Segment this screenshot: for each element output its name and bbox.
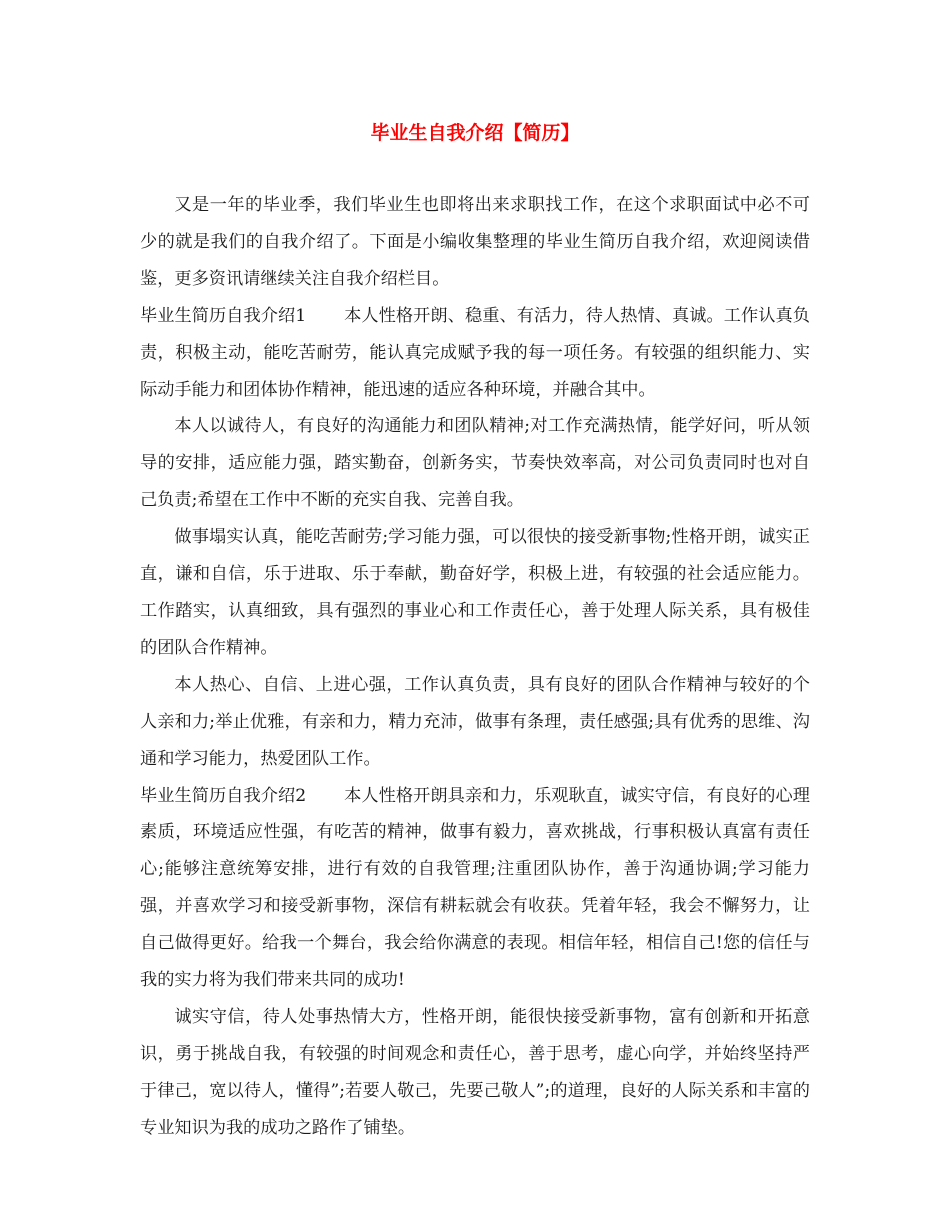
section-1-paragraph: 本人以诚待人，有良好的沟通能力和团队精神;对工作充满热情，能学好问，听从领导的安排，适应能力强，踏实勤奋，创新务实，节奏快效率高，对公司负责同时也对自己负责;希望在工作中不断的充实自我、完善自我。 bbox=[140, 416, 810, 511]
section-1-first-text: 本人性格开朗、稳重、有活力，待人热情、真诚。工作认真负责，积极主动，能吃苦耐劳，能认真完成赋予我的每一项任务。有较强的组织能力、实际动手能力和团体协作精神，能迅速的适应各种环境，并融合其中。 bbox=[140, 305, 810, 400]
intro-paragraph: 又是一年的毕业季，我们毕业生也即将出来求职找工作，在这个求职面试中必不可少的就是我们的自我介绍了。下面是小编收集整理的毕业生简历自我介绍，欢迎阅读借鉴，更多资讯请继续关注自我介绍栏目。 bbox=[140, 195, 810, 289]
section-2-paragraph: 诚实守信，待人处事热情大方，性格开朗，能很快接受新事物，富有创新和开拓意识，勇于挑战自我，有较强的时间观念和责任心，善于思考，虚心向学，并始终坚持严于律己，宽以待人，懂得”;若要人敬己，先要己敬人”;的道理，良好的人际关系和丰富的专业知识为我的成功之路作了铺垫。 bbox=[140, 1006, 810, 1138]
section-1-first-paragraph bbox=[140, 298, 810, 409]
section-2-first-paragraph bbox=[140, 778, 810, 999]
section-1-paragraph: 本人热心、自信、上进心强，工作认真负责，具有良好的团队合作精神与较好的个人亲和力;举止优雅，有亲和力，精力充沛，做事有条理，责任感强;具有优秀的思维、沟通和学习能力，热爱团队工作。 bbox=[140, 674, 810, 769]
section-1-heading: 毕业生简历自我介绍1 bbox=[140, 305, 307, 326]
document-body bbox=[140, 187, 810, 1147]
document-title: 毕业生自我介绍【简历】 bbox=[370, 122, 580, 144]
section-2-heading: 毕业生简历自我介绍2 bbox=[140, 785, 307, 806]
section-2-first-text: 本人性格开朗具亲和力，乐观耿直，诚实守信，有良好的心理素质，环境适应性强，有吃苦的精神，做事有毅力，喜欢挑战，行事积极认真富有责任心;能够注意统筹安排，进行有效的自我管理;注重团队协作，善于沟通协调;学习能力强，并喜欢学习和接受新事物，深信有耕耘就会有收获。凭着年轻，我会不懈努力，让自己做得更好。给我一个舞台，我会给你满意的表现。相信年轻，相信自己!您的信任与我的实力将为我们带来共同的成功! bbox=[140, 785, 810, 991]
section-1-paragraph: 做事塌实认真，能吃苦耐劳;学习能力强，可以很快的接受新事物;性格开朗，诚实正直，谦和自信，乐于进取、乐于奉献，勤奋好学，积极上进，有较强的社会适应能力。工作踏实，认真细致，具有强烈的事业心和工作责任心，善于处理人际关系，具有极佳的团队合作精神。 bbox=[140, 527, 810, 658]
